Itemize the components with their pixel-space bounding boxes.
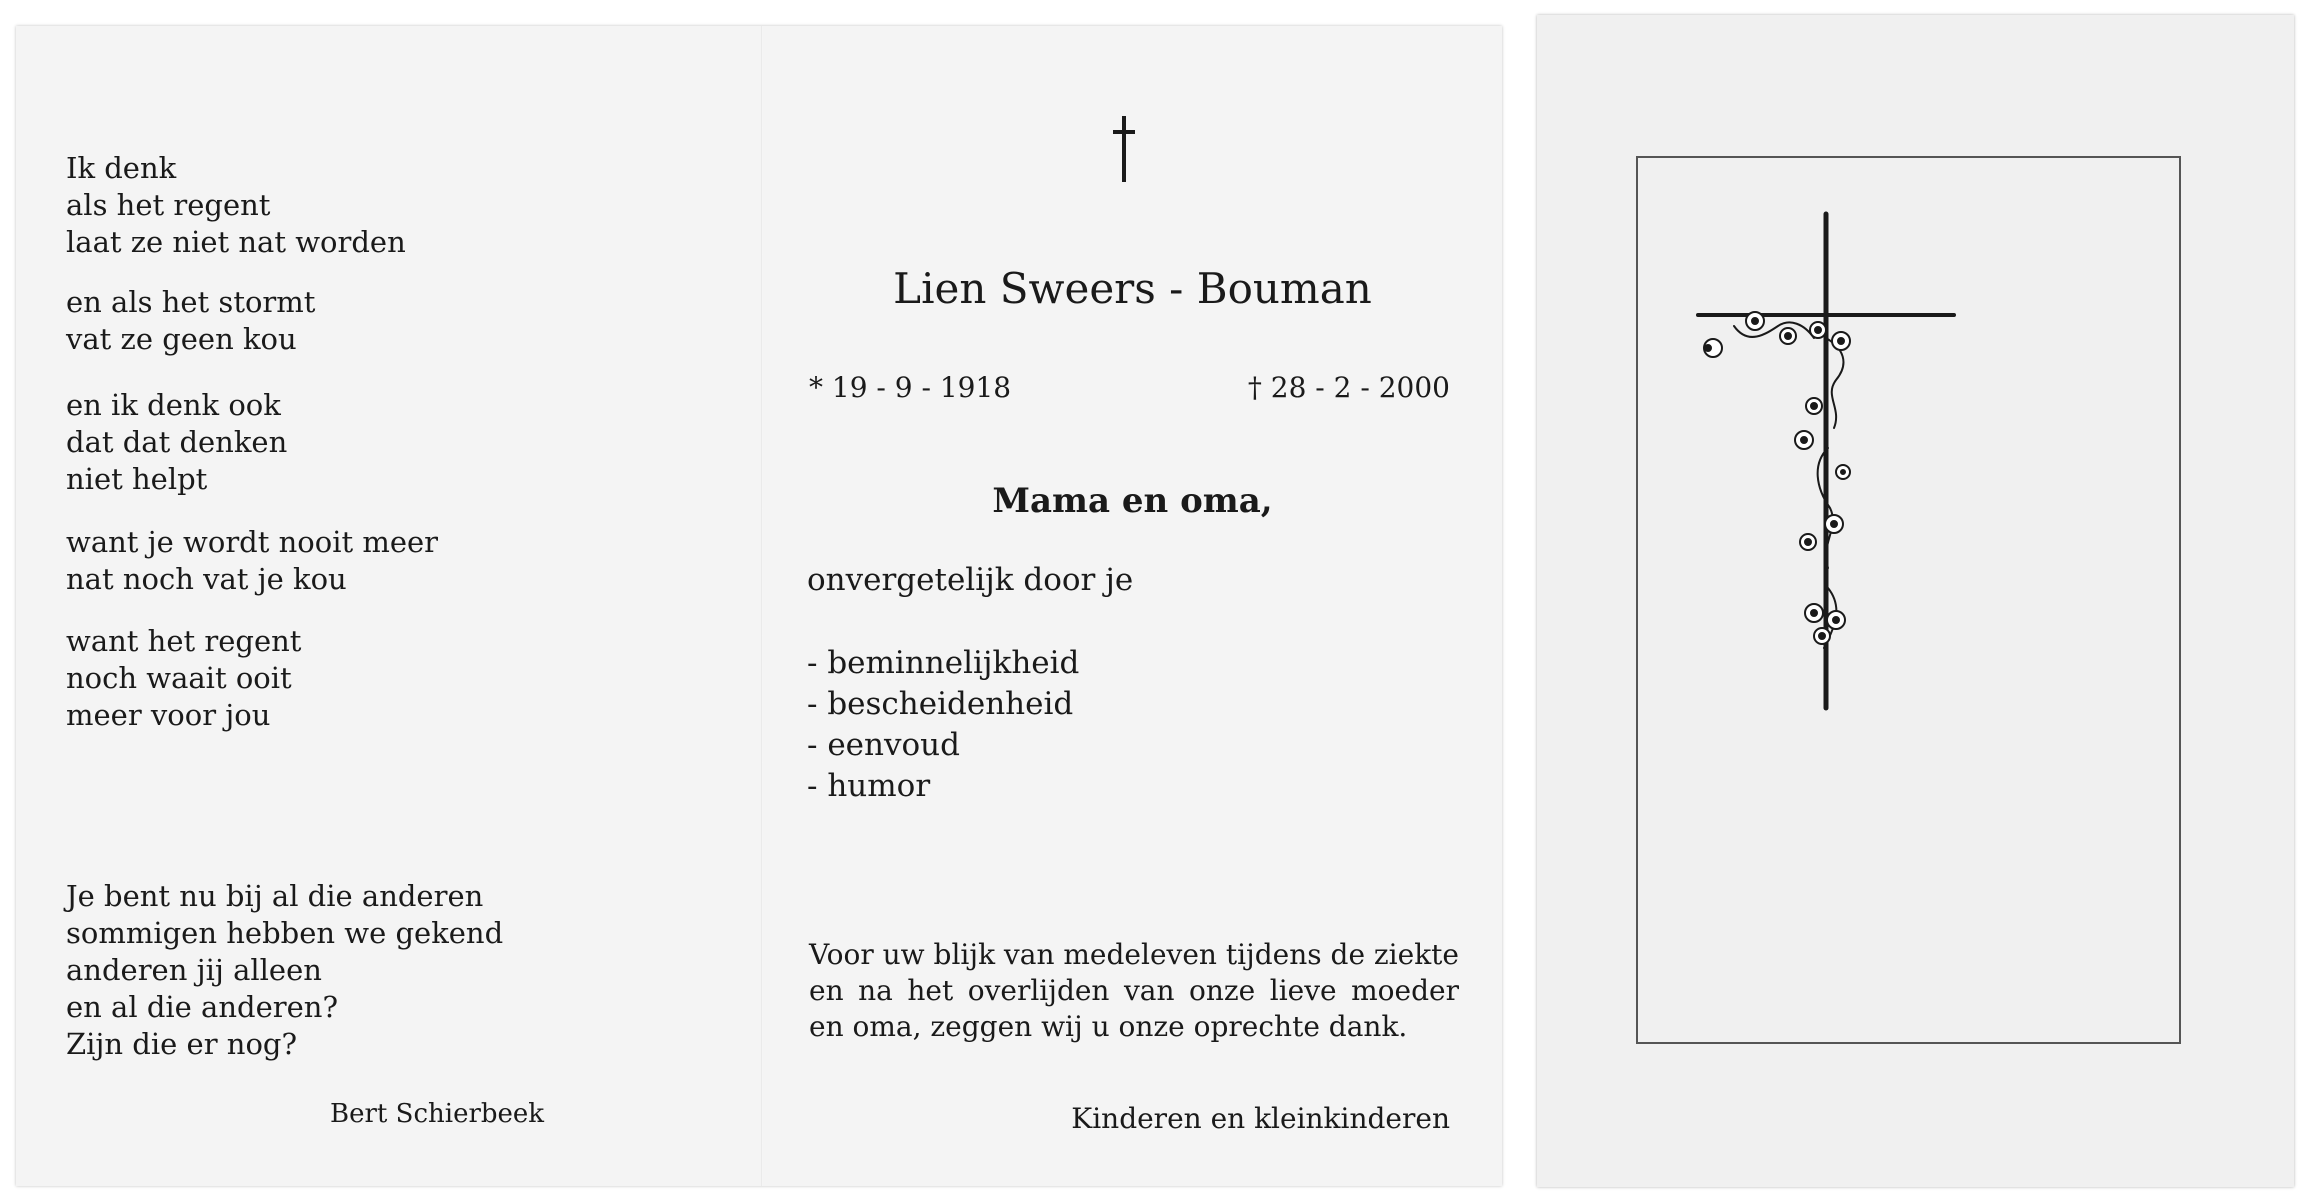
quality-item: - beminnelijkheid — [807, 645, 1080, 681]
cross-icon — [1113, 116, 1135, 182]
poem-line: en als het stormt — [66, 285, 316, 319]
poem-line: en ik denk ook — [66, 388, 281, 422]
poem-panel — [16, 26, 761, 1186]
memorial-panel — [763, 26, 1502, 1186]
poem-line: sommigen hebben we gekend — [66, 916, 504, 950]
poem-stanza-2 — [66, 284, 315, 358]
poem-line: Je bent nu bij al die anderen — [66, 879, 484, 913]
quality-item: - humor — [807, 768, 931, 804]
poem-line: want het regent — [66, 624, 302, 658]
poem-stanza-3 — [66, 387, 287, 498]
poem-stanza-6 — [66, 878, 503, 1063]
poem-line: Ik denk — [66, 151, 177, 185]
quality-item: - eenvoud — [807, 727, 960, 763]
poem-line: nat noch vat je kou — [66, 562, 347, 596]
poem-line: anderen jij alleen — [66, 953, 322, 987]
poem-line: als het regent — [66, 188, 271, 222]
front-frame — [1636, 156, 2181, 1044]
birth-date: * 19 - 9 - 1918 — [809, 371, 1012, 404]
quality-item: - bescheidenheid — [807, 686, 1074, 722]
poem-line: en al die anderen? — [66, 990, 339, 1024]
poem-line: niet helpt — [66, 462, 208, 496]
death-date: † 28 - 2 - 2000 — [1247, 371, 1450, 404]
poem-line: dat dat denken — [66, 425, 288, 459]
cross-with-flowers-icon — [1638, 158, 2179, 1042]
deceased-name: Lien Sweers - Bouman — [893, 264, 1372, 313]
salutation: Mama en oma, — [992, 481, 1273, 521]
poem-line: noch waait ooit — [66, 661, 292, 695]
poem-line: vat ze geen kou — [66, 322, 297, 356]
inside-card — [16, 26, 1502, 1186]
poem-author: Bert Schierbeek — [330, 1099, 545, 1129]
poem-stanza-1 — [66, 150, 406, 261]
qualities-list — [807, 643, 1079, 807]
poem-stanza-5 — [66, 623, 301, 734]
poem-line: Zijn die er nog? — [66, 1027, 298, 1061]
thanks-paragraph: Voor uw blijk van medeleven tijdens de ziekte en na het overlijden van onze lieve moeder en oma, zeggen wij u onze oprechte dank. — [809, 938, 1459, 1043]
poem-line: want je wordt nooit meer — [66, 525, 439, 559]
qualities-intro: onvergetelijk door je — [807, 562, 1134, 598]
signoff: Kinderen en kleinkinderen — [1071, 1102, 1450, 1135]
poem-line: meer voor jou — [66, 698, 271, 732]
poem-stanza-4 — [66, 524, 438, 598]
front-card — [1537, 15, 2294, 1187]
poem-line: laat ze niet nat worden — [66, 225, 406, 259]
